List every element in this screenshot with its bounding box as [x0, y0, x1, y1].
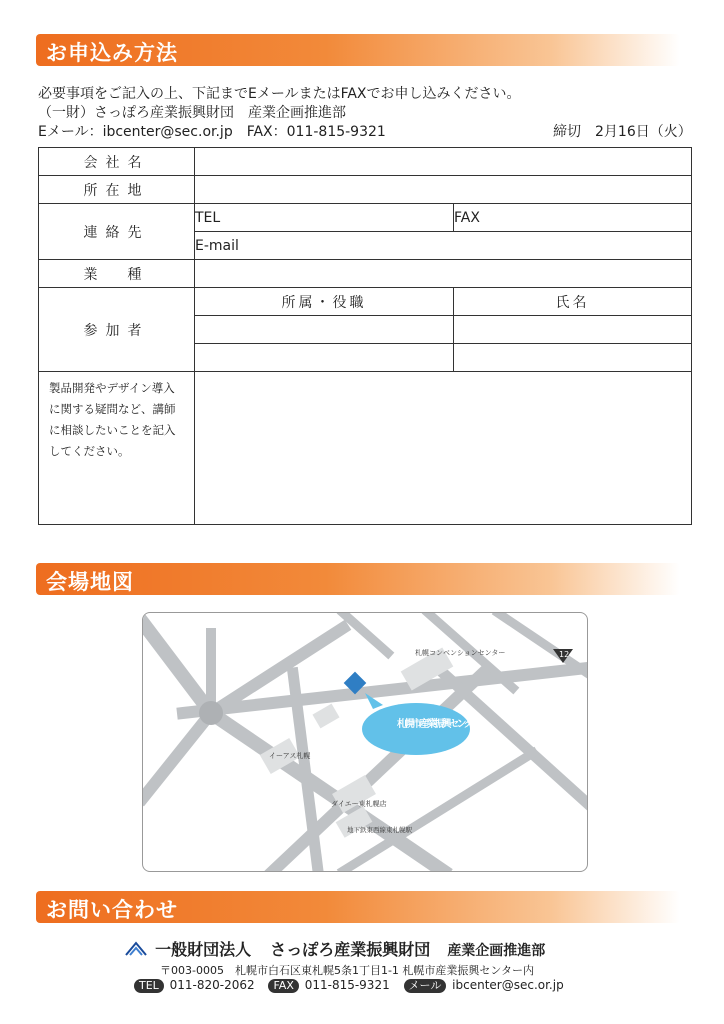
org-line — [124, 937, 545, 960]
org-name: さっぽろ産業振興財団 — [270, 940, 431, 959]
mail-tag: メール — [404, 979, 447, 993]
name-header: 氏名 — [454, 288, 692, 316]
intro-line-1: 必要事項をご記入の上、下記までEメールまたはFAXでお申し込みください。 — [38, 86, 521, 102]
fax-tag: FAX — [268, 979, 298, 993]
company-label: 会社名 — [39, 148, 195, 176]
company-field[interactable] — [195, 148, 692, 176]
fax-number: 011-815-9321 — [304, 978, 390, 992]
mail-address[interactable]: ibcenter@sec.or.jp — [452, 978, 564, 992]
question-label: 製品開発やデザイン導入に関する疑問など、講師に相談したいことを記入してください。 — [39, 372, 195, 525]
application-form — [38, 147, 692, 525]
tel-label: TEL — [195, 209, 221, 226]
question-field[interactable] — [195, 372, 692, 525]
dept-header: 所属・役職 — [195, 288, 454, 316]
venue-map-drawing — [143, 613, 587, 871]
contact-label: 連絡先 — [39, 204, 195, 260]
org-dept: 産業企画推進部 — [447, 943, 546, 959]
map-section-title: 会場地図 — [46, 570, 134, 594]
tel-field[interactable] — [195, 204, 454, 232]
venue-label: 札幌市産業振興センター — [397, 719, 481, 730]
contact-line — [134, 978, 564, 993]
participant-2-dept-field[interactable] — [195, 344, 454, 372]
building — [312, 704, 339, 729]
participant-1-dept-field[interactable] — [195, 316, 454, 344]
industry-label: 業 種 — [39, 260, 195, 288]
venue-map — [142, 612, 588, 872]
tel-number: 011-820-2062 — [169, 978, 255, 992]
map-section-header — [36, 563, 680, 595]
address-field[interactable] — [195, 176, 692, 204]
contact-section-header — [36, 891, 680, 923]
address-label: 所在地 — [39, 176, 195, 204]
aeon-label: イーアス札幌 — [269, 752, 311, 760]
org-logo-icon — [124, 941, 148, 957]
org-address: 〒003-0005 札幌市白石区東札幌5条1丁目1-1 札幌市産業振興センター内 — [160, 964, 534, 977]
industry-field[interactable] — [195, 260, 692, 288]
convention-label: 札幌コンベンションセンター — [415, 649, 506, 657]
roundabout — [199, 701, 223, 725]
intro-line-3: Eメール：ibcenter@sec.or.jp FAX：011-815-9321 — [38, 124, 386, 140]
fax-label: FAX — [454, 209, 480, 226]
participant-1-name-field[interactable] — [454, 316, 692, 344]
contact-section-title: お問い合わせ — [46, 898, 178, 922]
intro-line-2: （一財）さっぽろ産業振興財団 産業企画推進部 — [38, 105, 346, 121]
road — [143, 713, 211, 798]
org-type: 一般財団法人 — [155, 940, 252, 959]
email-label: E-mail — [195, 237, 239, 254]
apply-section-title: お申込み方法 — [46, 41, 178, 65]
route-number: 12 — [559, 650, 570, 659]
road — [498, 613, 587, 673]
road — [143, 623, 211, 713]
fax-field[interactable] — [454, 204, 692, 232]
subway-label: 地下鉄東西線東札幌駅 — [347, 826, 412, 834]
email-field[interactable] — [195, 232, 692, 260]
apply-section-header — [36, 34, 680, 66]
road — [343, 613, 388, 653]
deadline: 締切 2月16日（火） — [553, 124, 692, 140]
daiei-label: ダイエー東札幌店 — [331, 800, 387, 808]
tel-tag: TEL — [134, 979, 164, 993]
participant-2-name-field[interactable] — [454, 344, 692, 372]
participants-label: 参加者 — [39, 288, 195, 372]
